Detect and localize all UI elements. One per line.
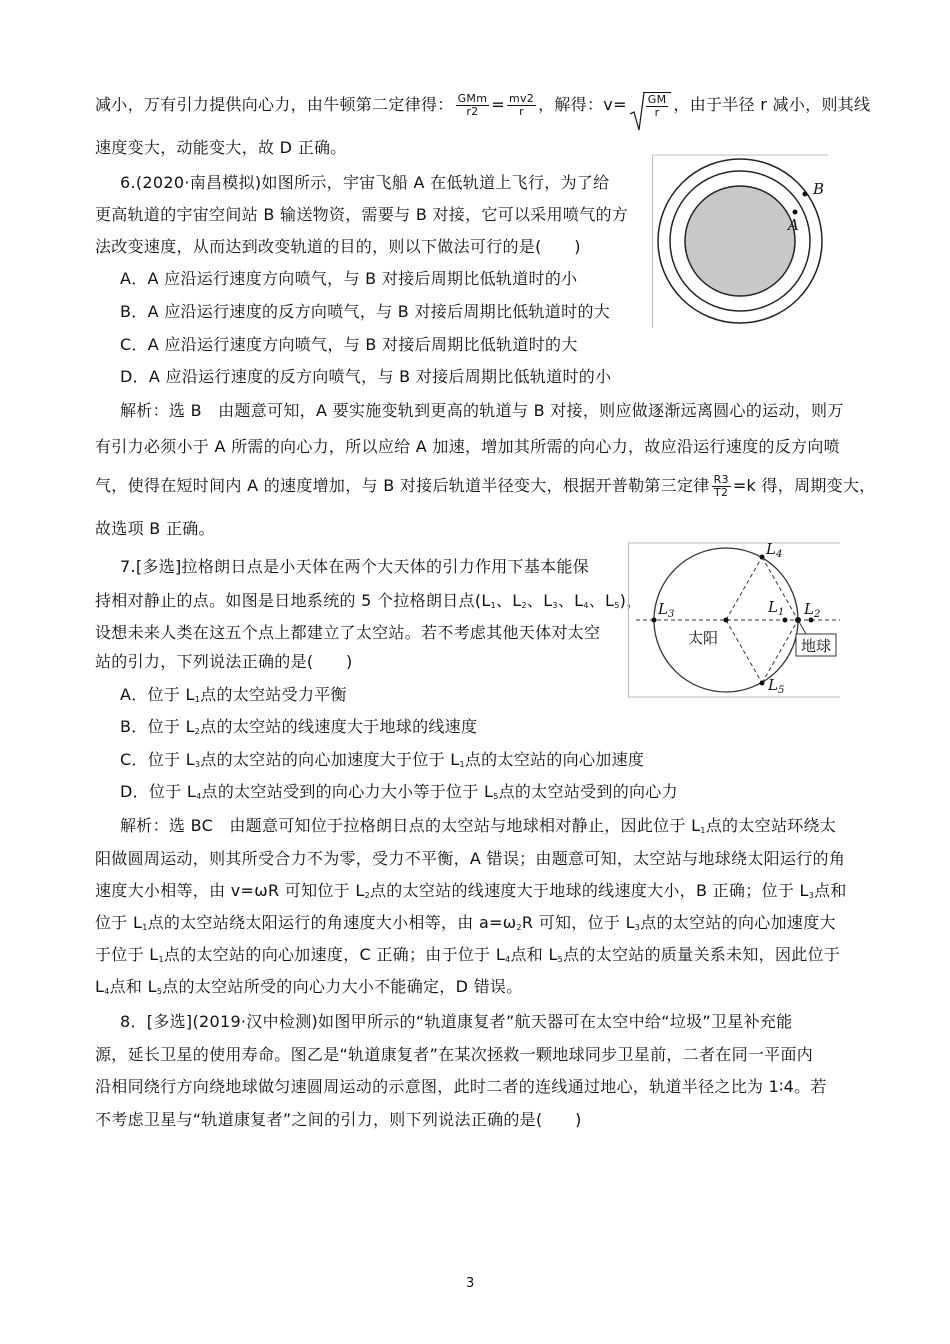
subscript: 1 [459, 760, 465, 769]
q6-option-c: C．A 应沿运行速度方向喷气，与 B 对接后周期比低轨道时的大 [120, 335, 578, 354]
lagrange-figure [628, 542, 840, 698]
text-segment: 速度大小相等，由 v=ωR 可知位于 L [95, 881, 365, 900]
text-segment: 点的太空站受到的向心力大小等于位于 L [201, 782, 494, 801]
subscript: 2 [364, 891, 370, 900]
text-segment: 、L [496, 591, 522, 610]
text-segment: 点的太空站受力平衡 [200, 685, 347, 704]
text-segment: R 可知，位于 L [521, 913, 635, 932]
text-line [95, 92, 870, 119]
q8-stem-line: 8．[多选](2019·汉中检测)如图甲所示的“轨道康复者”航天器可在太空中给“垃圾”卫星补充能 [120, 1012, 793, 1031]
q8-stem-line: 源，延长卫星的使用寿命。图乙是“轨道康复者”在某次拯救一颗地球同步卫星前，二者在同一平面内 [95, 1045, 814, 1064]
text-segment: 点和 [814, 881, 847, 900]
l2-label: $L_2$ [804, 600, 821, 620]
text-segment: 点的太空站环绕太 [705, 816, 837, 835]
text-segment: 点的太空站的质量关系未知，因此位于 [563, 945, 841, 964]
orbit-figure [652, 154, 828, 328]
text-segment: 点的太空站的线速度大于地球的线速度 [200, 717, 478, 736]
subscript: 1 [700, 826, 706, 835]
subscript: 4 [104, 987, 110, 996]
earth-label: 地球 [801, 637, 832, 655]
l4-label: $L_4$ [766, 542, 783, 560]
fraction-mv2-r [507, 93, 536, 118]
q6-option-a: A．A 应沿运行速度方向喷气，与 B 对接后周期比低轨道时的小 [120, 269, 578, 288]
text-segment: B．位于 L [120, 717, 195, 736]
text-segment: 点和 L [510, 945, 558, 964]
subscript: 3 [808, 891, 815, 900]
q6-option-b: B．A 应沿运行速度的反方向喷气，与 B 对接后周期比低轨道时的大 [120, 302, 611, 321]
subscript: 4 [583, 601, 589, 610]
text-segment: 、L [588, 591, 615, 610]
q7-option-c [120, 749, 644, 776]
l3-point [652, 618, 657, 623]
q7-analysis-line [95, 880, 847, 907]
text-segment: 点的太空站的向心加速度，C 正确；由于位于 L [163, 945, 506, 964]
text-segment: )， [619, 591, 643, 610]
subscript: 4 [505, 955, 511, 964]
subscript: 5 [557, 955, 564, 964]
label-b: B [813, 180, 825, 198]
q7-analysis-line [120, 815, 836, 842]
text-segment: 点的太空站的线速度大于地球的线速度大小，B 正确；位于 L [369, 881, 809, 900]
q6-analysis-line: 有引力必须小于 A 所需的向心力，所以应给 A 加速，增加其所需的向心力，故应沿运行速度的反方向喷 [95, 437, 840, 456]
text-segment: A．位于 L [120, 685, 195, 704]
subscript: 1 [158, 955, 164, 964]
q7-stem-line: 7.[多选]拉格朗日点是小天体在两个大天体的引力作用下基本能保 [120, 557, 590, 576]
fraction-denominator: r [519, 105, 524, 118]
q7-option-d [120, 781, 678, 808]
text-segment: C．位于 L [120, 750, 195, 769]
text-segment: 于位于 L [95, 945, 159, 964]
text-segment: 减小，万有引力提供向心力，由牛顿第二定律得： [95, 95, 454, 114]
text-segment: 点和 L [109, 977, 157, 996]
l1-point [783, 618, 788, 623]
text-segment: ，解得：v= [538, 95, 627, 114]
text-segment: 解析：选 BC 由题意可知位于拉格朗日点的太空站与地球相对静止，因此位于 L [120, 816, 701, 835]
subscript: 3 [194, 760, 201, 769]
q7-option-b [120, 716, 477, 743]
subscript: 3 [634, 923, 641, 932]
q6-stem-line: 6.(2020·南昌模拟)如图所示，宇宙飞船 A 在低轨道上飞行，为了给 [120, 173, 610, 192]
subscript: 2 [194, 727, 201, 736]
sun-point [724, 618, 729, 623]
q7-analysis-line [95, 976, 523, 1003]
fraction-denominator: r [654, 106, 660, 119]
subscript: 3 [552, 601, 558, 610]
subscript: 2 [521, 601, 527, 610]
text-segment: =k 得，周期变大， [732, 476, 876, 495]
subscript: 1 [142, 923, 148, 932]
q7-stem-line: 设想未来人类在这五个点上都建立了太空站。若不考虑其他天体对太空 [95, 623, 601, 642]
subscript: 5 [493, 792, 499, 801]
point-a [793, 210, 798, 215]
equals-sign: = [491, 95, 505, 114]
text-segment: L [95, 977, 105, 996]
q7-stem-line [95, 590, 642, 617]
q6-option-d: D．A 应沿运行速度的反方向喷气，与 B 对接后周期比低轨道时的小 [120, 367, 612, 386]
q6-analysis-line: 故选项 B 正确。 [95, 519, 215, 538]
fraction-numerator: GM [647, 93, 667, 106]
q6-analysis-line [95, 474, 876, 499]
text-segment: 持相对静止的点。如图是日地系统的 5 个拉格朗日点(L [95, 591, 491, 610]
l5-label: $L_5$ [768, 676, 785, 696]
fraction-numerator: R3 [713, 473, 729, 486]
q6-stem-line: 更高轨道的宇宙空间站 B 输送物资，需要与 B 对接，它可以采用喷气的方 [95, 205, 629, 224]
point-b [803, 192, 808, 197]
subscript: 1 [194, 695, 201, 704]
q8-stem-line: 不考虑卫星与“轨道康复者”之间的引力，则下列说法正确的是( ) [95, 1110, 582, 1129]
text-segment: 点的太空站绕太阳运行的角速度大小相等，由 a=ω [147, 913, 517, 932]
sun-label: 太阳 [688, 629, 719, 647]
subscript: 5 [156, 987, 163, 996]
text-segment: 点的太空站的向心加速度 [464, 750, 645, 769]
text-segment: 、L [526, 591, 553, 610]
subscript: 2 [516, 923, 522, 932]
l4-point [760, 555, 765, 560]
fraction-denominator: r2 [466, 105, 479, 118]
text-segment: 点的太空站的向心加速度大于位于 L [200, 750, 460, 769]
subscript: 5 [614, 601, 620, 610]
fraction-gmm-r2 [456, 93, 490, 118]
fraction-r3-t2 [712, 474, 731, 499]
fraction-denominator: T2 [714, 486, 729, 499]
fraction-numerator: GMm [457, 92, 488, 105]
text-segment: 点的太空站所受的向心力大小不能确定，D 错误。 [162, 977, 523, 996]
text-segment: D．位于 L [120, 782, 197, 801]
l1-label: $L_1$ [768, 598, 785, 618]
q6-stem-line: 法改变速度，从而达到改变轨道的目的，则以下做法可行的是( ) [95, 237, 581, 256]
subscript: 4 [196, 792, 202, 801]
l2-point [809, 618, 814, 623]
square-root [629, 92, 672, 119]
text-segment: 点的太空站的向心加速度大 [640, 913, 836, 932]
q7-analysis-line [95, 944, 840, 971]
page-number: 3 [466, 1276, 475, 1291]
text-segment: 气，使得在短时间内 A 的速度增加，与 B 对接后轨道半径变大，根据开普勒第三定律 [95, 476, 710, 495]
planet [685, 186, 795, 296]
radical-sign-icon [629, 92, 645, 132]
q7-option-a [120, 684, 347, 711]
l5-point [760, 681, 765, 686]
l3-label: $L_3$ [658, 600, 675, 620]
q7-analysis-line: 阳做圆周运动，则其所受合力不为零，受力不平衡，A 错误；由题意可知，太空站与地球绕太阳运行的角 [95, 849, 846, 868]
q8-stem-line: 沿相同绕行方向绕地球做匀速圆周运动的示意图，此时二者的连线通过地心，轨道半径之比为 1∶4。若 [95, 1077, 827, 1096]
text-segment: 、L [557, 591, 584, 610]
text-segment: 点的太空站受到的向心力 [498, 782, 678, 801]
label-a: A [788, 216, 799, 234]
q6-analysis-line: 解析：选 B 由题意可知，A 要实施变轨到更高的轨道与 B 对接，则应做逐渐远离圆心的运动，则万 [120, 401, 844, 420]
text-line: 速度变大，动能变大，故 D 正确。 [95, 138, 347, 157]
q7-stem-line: 站的引力，下列说法正确的是( ) [95, 652, 353, 671]
fraction-numerator: mv2 [508, 92, 535, 105]
text-segment: ，由于半径 r 减小，则其线 [673, 95, 871, 114]
text-segment: 位于 L [95, 913, 143, 932]
q7-analysis-line [95, 912, 836, 939]
subscript: 1 [490, 601, 496, 610]
